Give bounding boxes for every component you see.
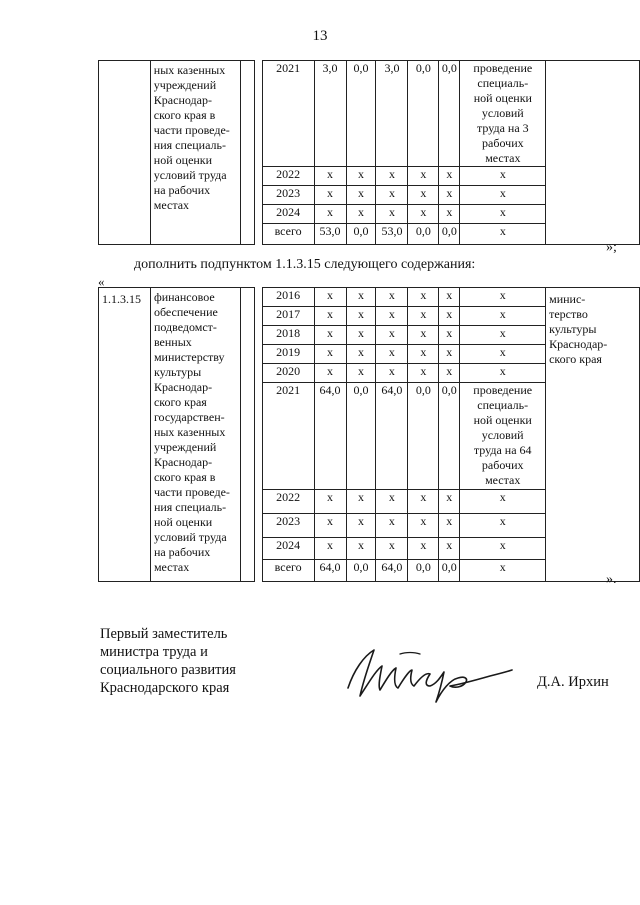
spacer-cell [254, 307, 262, 326]
value-cell: х [314, 345, 346, 364]
value-cell: х [408, 167, 439, 186]
value-cell: х [314, 167, 346, 186]
description-text [154, 63, 238, 213]
value-cell: 0,0 [346, 383, 376, 490]
year-cell: 2023 [262, 186, 314, 205]
value-cell: 3,0 [314, 61, 346, 167]
description-cell [150, 61, 240, 245]
spacer-cell [254, 490, 262, 514]
text-line: х [499, 514, 506, 528]
text-line: ния специаль- [153, 500, 227, 514]
code-cell: 1.1.3.15 [99, 288, 151, 582]
program-table-new [98, 287, 640, 582]
value-cell: 0,0 [439, 383, 460, 490]
text-line: х [499, 364, 506, 378]
result-text [462, 61, 543, 166]
text-line: х [499, 490, 506, 504]
signer-title [100, 625, 320, 697]
signer-title-line: социального развития [100, 662, 236, 678]
value-cell: х [376, 307, 408, 326]
result-text [462, 560, 543, 575]
value-cell: х [346, 538, 376, 560]
text-line: терство [549, 307, 588, 321]
result-text [462, 224, 543, 239]
text-line: учреждений [153, 440, 217, 454]
value-cell: 0,0 [346, 560, 376, 582]
result-text [462, 514, 543, 529]
value-cell: 64,0 [314, 560, 346, 582]
value-cell: х [408, 326, 439, 345]
result-cell [460, 307, 546, 326]
text-line: подведомст- [153, 320, 217, 334]
result-cell [460, 288, 546, 307]
value-cell: х [314, 307, 346, 326]
result-text [462, 307, 543, 322]
text-line: х [499, 186, 506, 200]
text-line: х [499, 345, 506, 359]
spacer-cell [254, 326, 262, 345]
value-cell: 0,0 [439, 61, 460, 167]
text-line: условий [481, 428, 524, 442]
result-text [462, 167, 543, 182]
text-line: ных казенных [153, 63, 226, 77]
text-line: части проведе- [153, 485, 230, 499]
signer-title-line: Первый заместитель [100, 626, 228, 642]
result-cell [460, 61, 546, 167]
value-cell: х [408, 288, 439, 307]
value-cell: х [408, 490, 439, 514]
text-line: ной оценки [153, 153, 213, 167]
description-text [154, 290, 238, 575]
value-cell: х [376, 205, 408, 224]
value-cell: х [314, 364, 346, 383]
spacer-cell [254, 364, 262, 383]
text-line: х [499, 560, 506, 574]
value-cell: х [346, 345, 376, 364]
year-cell: 2022 [262, 167, 314, 186]
signer-name: Д.А. Ирхин [537, 674, 609, 690]
signer-title-line: министра труда и [100, 644, 208, 660]
spacer-cell [254, 288, 262, 307]
text-line: рабочих [481, 458, 524, 472]
year-cell: 2020 [262, 364, 314, 383]
text-line: ной оценки [473, 91, 532, 105]
executor-cell [546, 288, 640, 582]
program-table-continued [98, 60, 640, 245]
text-line: условий [481, 106, 524, 120]
value-cell: х [346, 307, 376, 326]
value-cell: х [376, 288, 408, 307]
result-text [462, 364, 543, 379]
text-line: государствен- [153, 410, 225, 424]
closing-quote: »; [606, 240, 617, 255]
text-line: Краснодар- [153, 455, 213, 469]
text-line: ной оценки [473, 413, 532, 427]
table-row [99, 288, 640, 307]
value-cell: х [314, 205, 346, 224]
result-cell [460, 326, 546, 345]
value-cell: х [439, 364, 460, 383]
value-cell: х [346, 167, 376, 186]
value-cell: х [408, 307, 439, 326]
text-line: учреждений [153, 78, 217, 92]
value-cell: 0,0 [408, 224, 439, 245]
text-line: х [499, 288, 506, 302]
result-text [462, 326, 543, 341]
spacer-cell [254, 186, 262, 205]
year-cell: 2016 [262, 288, 314, 307]
value-cell: х [439, 167, 460, 186]
value-cell: х [314, 288, 346, 307]
value-cell: х [408, 205, 439, 224]
text-line: специаль- [477, 76, 529, 90]
text-line: х [499, 307, 506, 321]
spacer-cell [254, 560, 262, 582]
text-line: рабочих [482, 136, 524, 150]
executor-text [549, 292, 637, 367]
text-line: условий труда [153, 530, 227, 544]
value-cell: х [408, 345, 439, 364]
intro-paragraph: дополнить подпунктом 1.1.3.15 следующего содержания: [134, 257, 476, 272]
text-line: ния специаль- [153, 138, 226, 152]
value-cell: х [346, 326, 376, 345]
result-text [462, 538, 543, 553]
text-line: х [499, 205, 506, 219]
text-line: местах [153, 198, 190, 212]
text-line: обеспечение [153, 305, 218, 319]
result-cell [460, 167, 546, 186]
result-text [462, 345, 543, 360]
value-cell: х [439, 345, 460, 364]
text-line: венных [153, 335, 192, 349]
value-cell: х [314, 490, 346, 514]
code-cell [99, 61, 151, 245]
text-line: культуры [549, 322, 597, 336]
text-line: специаль- [477, 398, 529, 412]
value-cell: 0,0 [408, 61, 439, 167]
result-cell [460, 345, 546, 364]
value-cell: х [346, 364, 376, 383]
page-number: 13 [312, 28, 328, 44]
value-cell: х [439, 288, 460, 307]
text-line: на рабочих [153, 183, 211, 197]
spacer-cell [240, 61, 254, 245]
result-cell [460, 538, 546, 560]
closing-quote: ». [606, 572, 617, 587]
text-line: ной оценки [153, 515, 213, 529]
value-cell: х [408, 514, 439, 538]
text-line: Краснодар- [153, 93, 212, 107]
text-line: труда на 3 [477, 121, 529, 135]
executor-cell [546, 61, 640, 245]
value-cell: 0,0 [439, 560, 460, 582]
spacer-cell [254, 61, 262, 167]
result-cell [460, 224, 546, 245]
value-cell: х [376, 364, 408, 383]
value-cell: 3,0 [376, 61, 408, 167]
value-cell: 0,0 [408, 560, 439, 582]
text-line: финансовое [153, 290, 215, 304]
year-cell: 2018 [262, 326, 314, 345]
result-cell [460, 186, 546, 205]
year-cell: 2022 [262, 490, 314, 514]
text-line: ского края в [153, 470, 216, 484]
value-cell: х [314, 514, 346, 538]
result-cell [460, 560, 546, 582]
spacer-cell [254, 205, 262, 224]
value-cell: х [376, 538, 408, 560]
value-cell: 0,0 [346, 224, 376, 245]
value-cell: 53,0 [314, 224, 346, 245]
value-cell: 0,0 [346, 61, 376, 167]
value-cell: х [376, 186, 408, 205]
result-cell [460, 383, 546, 490]
value-cell: х [314, 186, 346, 205]
text-line: х [499, 326, 506, 340]
value-cell: х [439, 186, 460, 205]
value-cell: х [439, 326, 460, 345]
value-cell: х [346, 514, 376, 538]
text-line: части проведе- [153, 123, 230, 137]
value-cell: х [408, 186, 439, 205]
text-line: ского края [549, 352, 602, 366]
value-cell: х [376, 345, 408, 364]
spacer-cell [254, 514, 262, 538]
value-cell: х [439, 205, 460, 224]
result-cell [460, 364, 546, 383]
text-line: х [499, 167, 506, 181]
spacer-cell [254, 538, 262, 560]
text-line: условий труда [153, 168, 227, 182]
text-line: местах [153, 560, 190, 574]
text-line: ского края в [153, 108, 216, 122]
result-text [462, 205, 543, 220]
spacer-cell [254, 224, 262, 245]
value-cell: х [439, 307, 460, 326]
value-cell: 64,0 [314, 383, 346, 490]
value-cell: х [408, 364, 439, 383]
result-cell [460, 205, 546, 224]
year-cell: 2021 [262, 383, 314, 490]
value-cell: 64,0 [376, 383, 408, 490]
text-line: проведение [473, 61, 533, 75]
opening-quote: « [98, 274, 105, 289]
result-text [462, 186, 543, 201]
text-line: ных казенных [153, 425, 226, 439]
result-text [462, 383, 543, 488]
text-line: минис- [549, 292, 586, 306]
text-line: местах [485, 473, 521, 487]
value-cell: х [314, 538, 346, 560]
handwritten-signature [340, 640, 520, 715]
year-cell: всего [262, 224, 314, 245]
spacer-cell [254, 345, 262, 364]
text-line: х [499, 224, 506, 238]
signature-image [340, 640, 520, 710]
text-line: труда на 64 [473, 443, 532, 457]
text-line: Краснодар- [549, 337, 608, 351]
text-line: ского края [153, 395, 207, 409]
spacer-cell [240, 288, 254, 582]
value-cell: х [346, 205, 376, 224]
text-line: на рабочих [153, 545, 211, 559]
year-cell: 2024 [262, 205, 314, 224]
value-cell: 64,0 [376, 560, 408, 582]
result-text [462, 490, 543, 505]
year-cell: 2021 [262, 61, 314, 167]
text-line: проведение [473, 383, 533, 397]
value-cell: х [376, 167, 408, 186]
result-cell [460, 514, 546, 538]
value-cell: х [346, 288, 376, 307]
value-cell: х [439, 514, 460, 538]
table-row [99, 61, 640, 167]
year-cell: 2019 [262, 345, 314, 364]
value-cell: х [346, 186, 376, 205]
year-cell: 2023 [262, 514, 314, 538]
spacer-cell [254, 167, 262, 186]
value-cell: 0,0 [439, 224, 460, 245]
text-line: министерству [153, 350, 225, 364]
value-cell: 0,0 [408, 383, 439, 490]
result-cell [460, 490, 546, 514]
value-cell: х [439, 490, 460, 514]
description-cell [150, 288, 240, 582]
value-cell: х [376, 326, 408, 345]
year-cell: 2024 [262, 538, 314, 560]
value-cell: х [408, 538, 439, 560]
text-line: культуры [153, 365, 202, 379]
value-cell: 53,0 [376, 224, 408, 245]
result-text [462, 288, 543, 303]
signer-title-line: Краснодарского края [100, 680, 230, 696]
value-cell: х [346, 490, 376, 514]
text-line: Краснодар- [153, 380, 213, 394]
value-cell: х [314, 326, 346, 345]
spacer-cell [254, 383, 262, 490]
value-cell: х [439, 538, 460, 560]
text-line: х [499, 538, 506, 552]
year-cell: всего [262, 560, 314, 582]
text-line: местах [485, 151, 521, 165]
value-cell: х [376, 490, 408, 514]
value-cell: х [376, 514, 408, 538]
year-cell: 2017 [262, 307, 314, 326]
